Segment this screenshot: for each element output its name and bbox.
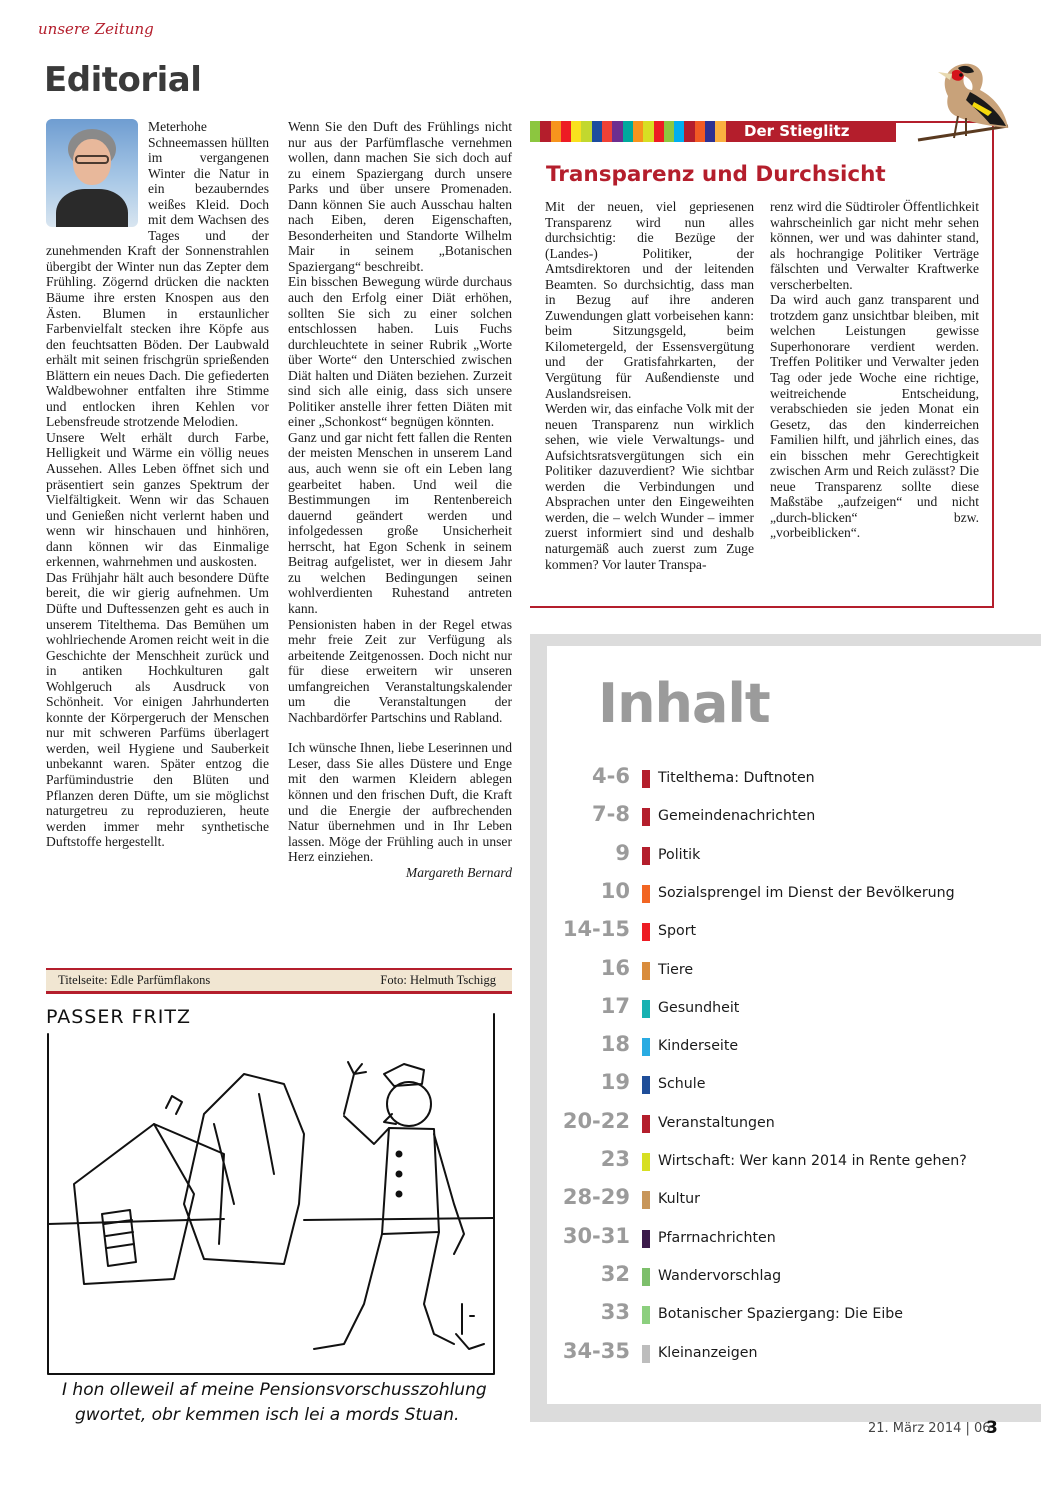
toc-page-number: 28-29 — [562, 1185, 630, 1210]
stieglitz-column-1 — [545, 199, 754, 572]
toc-item[interactable] — [540, 841, 1020, 871]
toc-label: Tiere — [658, 961, 694, 978]
toc-color-marker — [642, 1000, 650, 1018]
toc-item[interactable] — [540, 1070, 1020, 1100]
color-strip-swatch — [623, 121, 633, 142]
toc-color-marker — [642, 1268, 650, 1286]
toc-color-marker — [642, 770, 650, 788]
toc-label: Sport — [658, 923, 697, 940]
toc-color-marker — [642, 1038, 650, 1056]
editorial-paragraph: Ganz und gar nicht fett fallen die Renten der meisten Menschen in unserem Land aus, auch wenn sie oft ein Leben lang gearbeitet haben. Und weil die Bestimmungen im Rentenbereich dauernd geändert werden und infolgedessen große Unsicherheit herrscht, hat Egon Schenk in seinem Beitrag aufgelistet, wer in diesem Jahr zu welchen Bedingungen seinen wohlverdienten Ruhestand antreten kann. — [288, 429, 512, 616]
color-strip-swatch — [561, 121, 571, 142]
toc-page-number: 7-8 — [592, 802, 630, 827]
toc-page-number: 32 — [600, 1261, 630, 1286]
toc-item[interactable] — [540, 1185, 1020, 1215]
contents-title: Inhalt — [598, 672, 770, 735]
toc-color-marker — [642, 808, 650, 826]
color-strip-swatch — [581, 121, 591, 142]
toc-label: Titelthema: Duftnoten — [658, 770, 815, 786]
color-strip-swatch — [715, 121, 725, 142]
color-strip-swatch — [684, 121, 694, 142]
editorial-paragraph: Ich wünsche Ihnen, liebe Leserinnen und Leser, dass Sie alles Düstere und Enge mit den warmen Kleidern ablegen können und den frischen Duft, die Kraft und die Energie der aufbrechenden Natur übernehmen und in Ihr Leben lassen. Möge der Frühling auch in unser Herz einziehen. — [288, 740, 512, 865]
toc-item[interactable] — [540, 1224, 1020, 1254]
toc-color-marker — [642, 1230, 650, 1248]
goldfinch-icon — [908, 56, 1012, 144]
toc-label: Gesundheit — [658, 999, 740, 1016]
toc-page-number: 33 — [600, 1300, 630, 1325]
toc-page-number: 23 — [600, 1147, 630, 1171]
color-strip — [530, 121, 736, 142]
editorial-signature: Margareth Bernard — [405, 864, 512, 880]
toc-label: Kleinanzeigen — [658, 1344, 758, 1361]
toc-page-number: 4-6 — [592, 764, 630, 788]
toc-page-number: 10 — [600, 878, 630, 903]
stieglitz-paragraph: Werden wir, das einfache Volk mit der neuen Transparenz nun wirklich sehen, wie viele Verwaltungs- und Aufsichtsratsvergütungen sich ein Politiker dazuverdient? Wie sichtbar werden die Verbindungen und Absprachen unter den Eingeweihten werden, die – welch Wunder – immer zuerst informiert sind und deshalb naturgemäß auch zuerst zum Zuge kommen? Vor lauter Transpa- — [545, 401, 754, 572]
toc-color-marker — [642, 962, 650, 980]
photo-credit: Foto: Helmuth Tschigg — [380, 973, 496, 987]
toc-label: Kultur — [658, 1191, 700, 1208]
toc-label: Veranstaltungen — [658, 1114, 775, 1131]
toc-label: Wirtschaft: Wer kann 2014 in Rente gehen? — [658, 1153, 967, 1169]
toc-item[interactable] — [540, 956, 1020, 986]
cover-caption-bar — [46, 968, 512, 994]
toc-item[interactable] — [540, 764, 1020, 794]
toc-label: Wandervorschlag — [658, 1267, 782, 1284]
toc-color-marker — [642, 1345, 650, 1363]
editorial-column-1 — [46, 119, 269, 850]
stieglitz-tab: Der Stieglitz — [736, 121, 896, 142]
stieglitz-paragraph: renz wird die Südtiroler Öffentlichkeit wahrscheinlich gar nicht mehr sehen können, wer und was dahinter stand, als hochrangige Politiker Verträge fälschten und Verwalter Kraftwerke verscherbelten. — [770, 199, 979, 292]
toc-color-marker — [642, 1076, 650, 1094]
toc-item[interactable] — [540, 1109, 1020, 1139]
stieglitz-column-2 — [770, 199, 979, 541]
issue-date: 21. März 2014 | 06 — [868, 1421, 991, 1436]
toc-label: Botanischer Spaziergang: Die Eibe — [658, 1306, 903, 1323]
toc-item[interactable] — [540, 1300, 1020, 1330]
color-strip-swatch — [612, 121, 622, 142]
cartoon-drawing — [44, 1004, 502, 1434]
toc-color-marker — [642, 847, 650, 865]
toc-page-number: 30-31 — [562, 1223, 630, 1248]
color-strip-swatch — [726, 121, 736, 142]
color-strip-swatch — [530, 121, 540, 142]
editorial-paragraph: Pensionisten haben in der Regel etwas mehr freie Zeit zur Verfügung als arbeitende Zeitgenossen. Doch nicht nur für diese erweitern wir unseren umfangreichen Veranstaltungskalender um die Veranstaltungen der Nachbardörfer Partschins und Rabland. — [288, 616, 512, 725]
toc-page-number: 14-15 — [562, 917, 630, 942]
cover-caption: Titelseite: Edle Parfümflakons — [58, 973, 211, 987]
toc-item[interactable] — [540, 1147, 1020, 1177]
toc-page-number: 34-35 — [562, 1338, 630, 1363]
color-strip-swatch — [602, 121, 612, 142]
toc-page-number: 18 — [600, 1032, 630, 1057]
cartoon-caption: gwortet, obr kemmen isch lei a mords Stuan. — [75, 1405, 460, 1425]
editorial-paragraph: Unsere Welt erhält durch Farbe, Helligkeit und Wärme ein völlig neues Aussehen. Alles Leben öffnet sich und präsentiert sein ganzes Spektrum der Vielfältigkeit. Wenn wir das Schauen und Genießen nicht verlernt haben und wenn wir hinschauen und hinhören, dann können wir das Einmalige erkennen, wahrnehmen und auskosten. — [46, 429, 269, 570]
toc-color-marker — [642, 923, 650, 941]
author-portrait — [46, 119, 138, 227]
color-strip-swatch — [540, 121, 550, 142]
stieglitz-paragraph: Mit der neuen, viel gepriesenen Transparenz wird nun alles durchsichtig: die Bezüge der (Landes-) Politiker, der Amtsdirektoren und der leitenden Beamten. So durchsichtig, dass man in Bezug auf ihre anderen Zuwendungen glatt vorbeisehen kann: beim Sitzungsgeld, beim Kilometergeld, der Essensvergütung und der Gratisfahrkarten, der Vergütung für Außendienste und Auslandsreisen. — [545, 199, 754, 401]
color-strip-swatch — [674, 121, 684, 142]
toc-page-number: 19 — [600, 1070, 630, 1095]
color-strip-swatch — [705, 121, 715, 142]
color-strip-swatch — [571, 121, 581, 142]
toc-color-marker — [642, 1115, 650, 1133]
cartoon-caption: I hon olleweil af meine Pensionsvorschusszohlung — [62, 1380, 487, 1400]
color-strip-swatch — [592, 121, 602, 142]
color-strip-swatch — [695, 121, 705, 142]
toc-color-marker — [642, 1306, 650, 1324]
toc-label: Sozialsprengel im Dienst der Bevölkerung — [658, 884, 955, 901]
toc-item[interactable] — [540, 1262, 1020, 1292]
color-strip-swatch — [633, 121, 643, 142]
toc-page-number: 9 — [615, 840, 630, 865]
toc-page-number: 17 — [600, 993, 630, 1018]
toc-page-number: 16 — [600, 955, 630, 980]
editorial-column-2 — [288, 119, 512, 880]
stieglitz-headline: Transparenz und Durchsicht — [546, 162, 886, 187]
toc-color-marker — [642, 1153, 650, 1171]
toc-label: Kinderseite — [658, 1038, 739, 1055]
toc-page-number: 20-22 — [562, 1108, 630, 1133]
editorial-title: Editorial — [44, 60, 202, 100]
toc-item[interactable] — [540, 879, 1020, 909]
toc-color-marker — [642, 885, 650, 903]
toc-label: Politik — [658, 846, 701, 863]
editorial-paragraph: Meterhohe Schneemassen hüllten im vergangenen Winter die Natur in ein bezauberndes weißes Kleid. Doch mit dem Wachsen des Tages und der zunehmenden Kraft der Sonnenstrahlen übergibt der Winter nun das Zepter dem Frühling. Zögernd drücken die nackten Bäume ihre ersten Knospen aus den Ästen. Blumen in erstaunlicher Farbenvielfalt stecken ihre Köpfe aus den feuchtsatten Böden. Der Laubwald erhält mit seinen frischgrün sprießenden Blättern ein neues Dach. Die gefiederten Waldbewohner entfalten ihre Stimme und entlocken ihren Kehlen vor Lebensfreude strotzende Melodien. — [46, 119, 269, 430]
stieglitz-paragraph: Da wird auch ganz transparent und trotzdem ganz unsichtbar bleiben, mit welchen Leistungen gewisse Superhonorare verdient werden. Treffen Politiker und Verwalter jeden Tag oder jede Woche eine richtige, weitreichende Entscheidung, verabschieden sie jeden Monat ein Gesetz, das den kinderreichen Familien hilft, und jährlich eines, das ein bisschen mehr Gerechtigkeit zwischen Arm und Reich zulässt? Die neue Transparenz sollte diese Maßstäbe „aufzeigen“ und nicht „durch-blicken“ bzw. „vorbeiblicken“. — [770, 292, 979, 541]
toc-label: Schule — [658, 1076, 706, 1093]
toc-label: Gemeindenachrichten — [658, 808, 816, 825]
editorial-paragraph: Ein bisschen Bewegung würde durchaus auch den Erfolg einer Diät erhöhen, sollten Sie sich zu einer solchen entschlossen haben. Luis Fuchs durchleuchtete in seiner Rubrik „Worte über Worte“ den Unterschied zwischen Diät halten und Diäten beziehen. Zurzeit sind sich alle einig, dass sich unsere Politiker anstelle ihrer fetten Diäten mit einer „Schonkost“ begnügen könnten. — [288, 274, 512, 430]
color-strip-swatch — [654, 121, 664, 142]
toc-item[interactable] — [540, 802, 1020, 832]
cartoon-title: PASSER FRITZ — [46, 1006, 191, 1028]
brand-logo: unsere Zeitung — [38, 20, 154, 38]
toc-item[interactable] — [540, 1032, 1020, 1062]
toc-label: Pfarrnachrichten — [658, 1229, 776, 1246]
toc-color-marker — [642, 1191, 650, 1209]
color-strip-swatch — [643, 121, 653, 142]
toc-item[interactable] — [540, 1339, 1020, 1369]
toc-item[interactable] — [540, 917, 1020, 947]
color-strip-swatch — [551, 121, 561, 142]
page-number: 3 — [986, 1418, 998, 1438]
editorial-paragraph: Wenn Sie den Duft des Frühlings nicht nur aus der Parfümflasche vernehmen wollen, dann machen Sie sich doch auf zu einem Spaziergang durch unsere Parks und über unsere Promenaden. Dann können Sie auch Ausschau halten nach Eiben, deren Eigenschaften, Besonderheiten und Standorte Wilhelm Mair in seinem „Botanischen Spaziergang“ beschreibt. — [288, 119, 512, 274]
color-strip-swatch — [664, 121, 674, 142]
toc-item[interactable] — [540, 994, 1020, 1024]
editorial-paragraph: Das Frühjahr hält auch besondere Düfte bereit, die wir gierig aufnehmen. Um Düfte und Duftessenzen geht es auch in unserem Titelthema. Das Bemühen um wohlriechende Aromen reicht weit in die Geschichte der Menschheit zurück und in antiken Hochkulturen galt Wohlgeruch als Ausdruck von Schönheit. Vor einigen Jahrhunderten konnte der Körpergeruch der Menschen nur mit schweren Parfüms überlagert werden, weil Hygiene und Sauberkeit unbekannt waren. Später entzog die Parfümindustrie den Blüten und Pflanzen deren Düfte, um sie möglichst naturgetreu zu reproduzieren, heute werden immer mehr synthetische Duftstoffe hergestellt. — [46, 569, 269, 850]
